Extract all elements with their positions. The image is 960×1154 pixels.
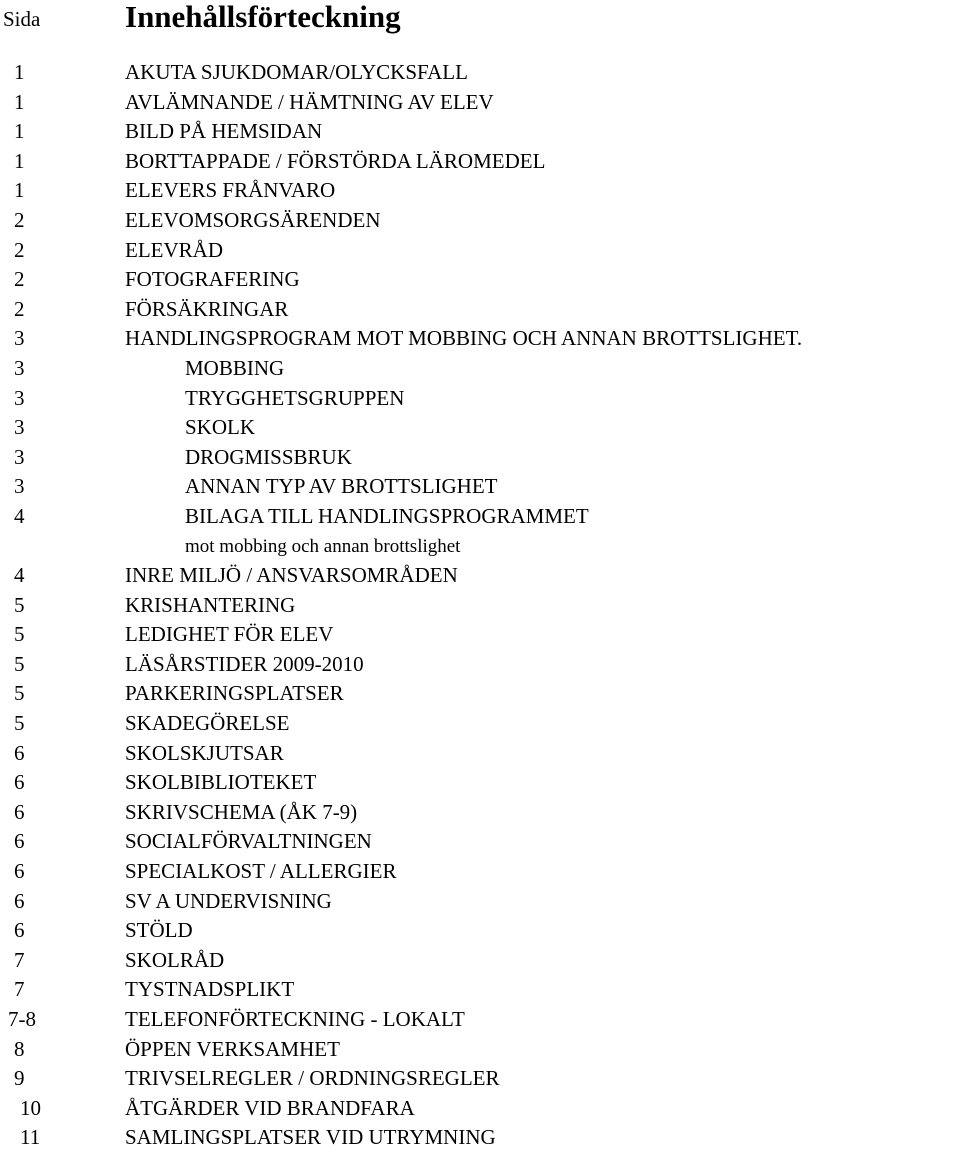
toc-page-number: 2 [14,207,25,232]
toc-entry [0,117,960,147]
toc-entry [0,946,960,976]
toc-entry [0,58,960,88]
toc-page-number: 6 [14,799,25,824]
toc-entry-label: BILD PÅ HEMSIDAN [125,119,323,144]
toc-entry-label: SPECIALKOST / ALLERGIER [125,859,397,884]
toc-entry [0,679,960,709]
toc-entry [0,532,960,562]
toc-entry [0,709,960,739]
toc-entry [0,739,960,769]
toc-entry [0,295,960,325]
toc-entry [0,1005,960,1035]
toc-entry [0,561,960,591]
toc-page-number: 1 [14,60,25,84]
toc-entry-label: ELEVOMSORGSÄRENDEN [125,207,381,232]
toc-entry [0,798,960,828]
toc-entry-label: ÅTGÄRDER VID BRANDFARA [125,1095,415,1120]
toc-page-number: 5 [14,681,25,706]
toc-entry [0,384,960,414]
toc-page-number: 3 [14,444,25,469]
toc-page-number: 5 [14,651,25,676]
toc-entry-label: ANNAN TYP AV BROTTSLIGHET [185,474,498,499]
toc-page-number: 5 [14,622,25,647]
toc-entry [0,650,960,680]
toc-page-number: 9 [14,1066,25,1091]
toc-entry [0,472,960,502]
toc-entry-label: KRISHANTERING [125,592,296,617]
toc-entry [0,206,960,236]
toc-entry [0,1035,960,1065]
toc-entry-label: SV A UNDERVISNING [125,888,332,913]
toc-entry [0,591,960,621]
toc-entry [0,916,960,946]
toc-entry-label: ELEVRÅD [125,237,223,262]
toc-entry-label: ÖPPEN VERKSAMHET [125,1036,340,1061]
toc-entry-label: LÄSÅRSTIDER 2009-2010 [125,651,364,676]
toc-page-number: 2 [14,296,25,321]
toc-entry-label: MOBBING [185,355,285,380]
toc-entry [0,147,960,177]
toc-entry [0,236,960,266]
page-column-heading: Sida [3,7,41,31]
document-title: Innehållsförteckning [125,0,401,34]
toc-page-number: 2 [14,237,25,262]
toc-entry [0,265,960,295]
toc-entry-label: PARKERINGSPLATSER [125,681,344,706]
toc-page-number: 7 [14,977,25,1002]
toc-page-number: 3 [14,415,25,440]
toc-page-number: 6 [14,888,25,913]
toc-entry [0,975,960,1005]
toc-header [0,0,960,40]
toc-entry-label: TYSTNADSPLIKT [125,977,295,1002]
table-of-contents [0,58,960,1153]
toc-entry-label: TELEFONFÖRTECKNING - LOKALT [125,1007,465,1031]
toc-entry-label: mot mobbing och annan brottslighet [185,535,461,557]
toc-entry-label: LEDIGHET FÖR ELEV [125,622,334,647]
toc-page-number: 4 [14,503,25,528]
toc-entry-label: TRYGGHETSGRUPPEN [185,385,405,410]
toc-entry-label: BILAGA TILL HANDLINGSPROGRAMMET [185,503,589,528]
toc-page-number: 7 [14,947,25,972]
toc-entry-label: ELEVERS FRÅNVARO [125,178,336,203]
toc-page-number: 1 [14,148,25,173]
toc-entry-label: FÖRSÄKRINGAR [125,296,289,321]
toc-entry-label: SAMLINGSPLATSER VID UTRYMNING [125,1125,496,1150]
toc-entry [0,1064,960,1094]
toc-entry-label: AKUTA SJUKDOMAR/OLYCKSFALL [125,60,468,84]
toc-page-number: 2 [14,267,25,292]
toc-entry [0,176,960,206]
toc-entry [0,620,960,650]
toc-entry-label: SKOLSKJUTSAR [125,740,284,765]
toc-entry-label: SKRIVSCHEMA (ÅK 7-9) [125,799,358,824]
toc-entry [0,1094,960,1124]
toc-entry-label: TRIVSELREGLER / ORDNINGSREGLER [125,1066,500,1091]
toc-entry [0,887,960,917]
toc-entry-label: HANDLINGSPROGRAM MOT MOBBING OCH ANNAN BROTTSLIGHET. [125,326,803,351]
toc-entry [0,768,960,798]
toc-entry-label: BORTTAPPADE / FÖRSTÖRDA LÄROMEDEL [125,148,546,173]
toc-page-number: 7-8 [8,1007,36,1031]
toc-page-number: 8 [14,1036,25,1061]
toc-page-number: 5 [14,592,25,617]
toc-entry-label: INRE MILJÖ / ANSVARSOMRÅDEN [125,563,458,588]
toc-entry-label: SKOLRÅD [125,947,225,972]
toc-entry [0,324,960,354]
toc-page-number: 5 [14,711,25,736]
toc-page-number: 3 [14,326,25,351]
toc-entry [0,413,960,443]
toc-page-number: 4 [14,563,25,588]
toc-page-number: 1 [14,89,25,114]
toc-entry [0,827,960,857]
toc-entry-label: SKOLBIBLIOTEKET [125,770,317,795]
toc-entry [0,88,960,118]
toc-page-number: 3 [14,474,25,499]
toc-entry [0,1123,960,1153]
toc-page-number: 11 [20,1125,41,1150]
toc-entry-label: FOTOGRAFERING [125,267,300,292]
toc-page-number: 10 [20,1095,41,1120]
toc-page-number: 1 [14,178,25,203]
toc-entry [0,857,960,887]
toc-page-number: 6 [14,740,25,765]
toc-page-number: 1 [14,119,25,144]
toc-entry-label: DROGMISSBRUK [185,444,352,469]
toc-entry [0,354,960,384]
toc-page-number: 6 [14,918,25,943]
toc-entry-label: SKADEGÖRELSE [125,711,290,736]
toc-entry [0,502,960,532]
toc-page-number: 3 [14,385,25,410]
toc-page-number: 6 [14,859,25,884]
toc-page-number: 3 [14,355,25,380]
toc-entry [0,443,960,473]
toc-entry-label: SKOLK [185,415,256,440]
toc-entry-label: AVLÄMNANDE / HÄMTNING AV ELEV [125,89,494,114]
toc-page-number: 6 [14,770,25,795]
toc-page-number: 6 [14,829,25,854]
toc-entry-label: STÖLD [125,918,193,943]
toc-entry-label: SOCIALFÖRVALTNINGEN [125,829,372,854]
